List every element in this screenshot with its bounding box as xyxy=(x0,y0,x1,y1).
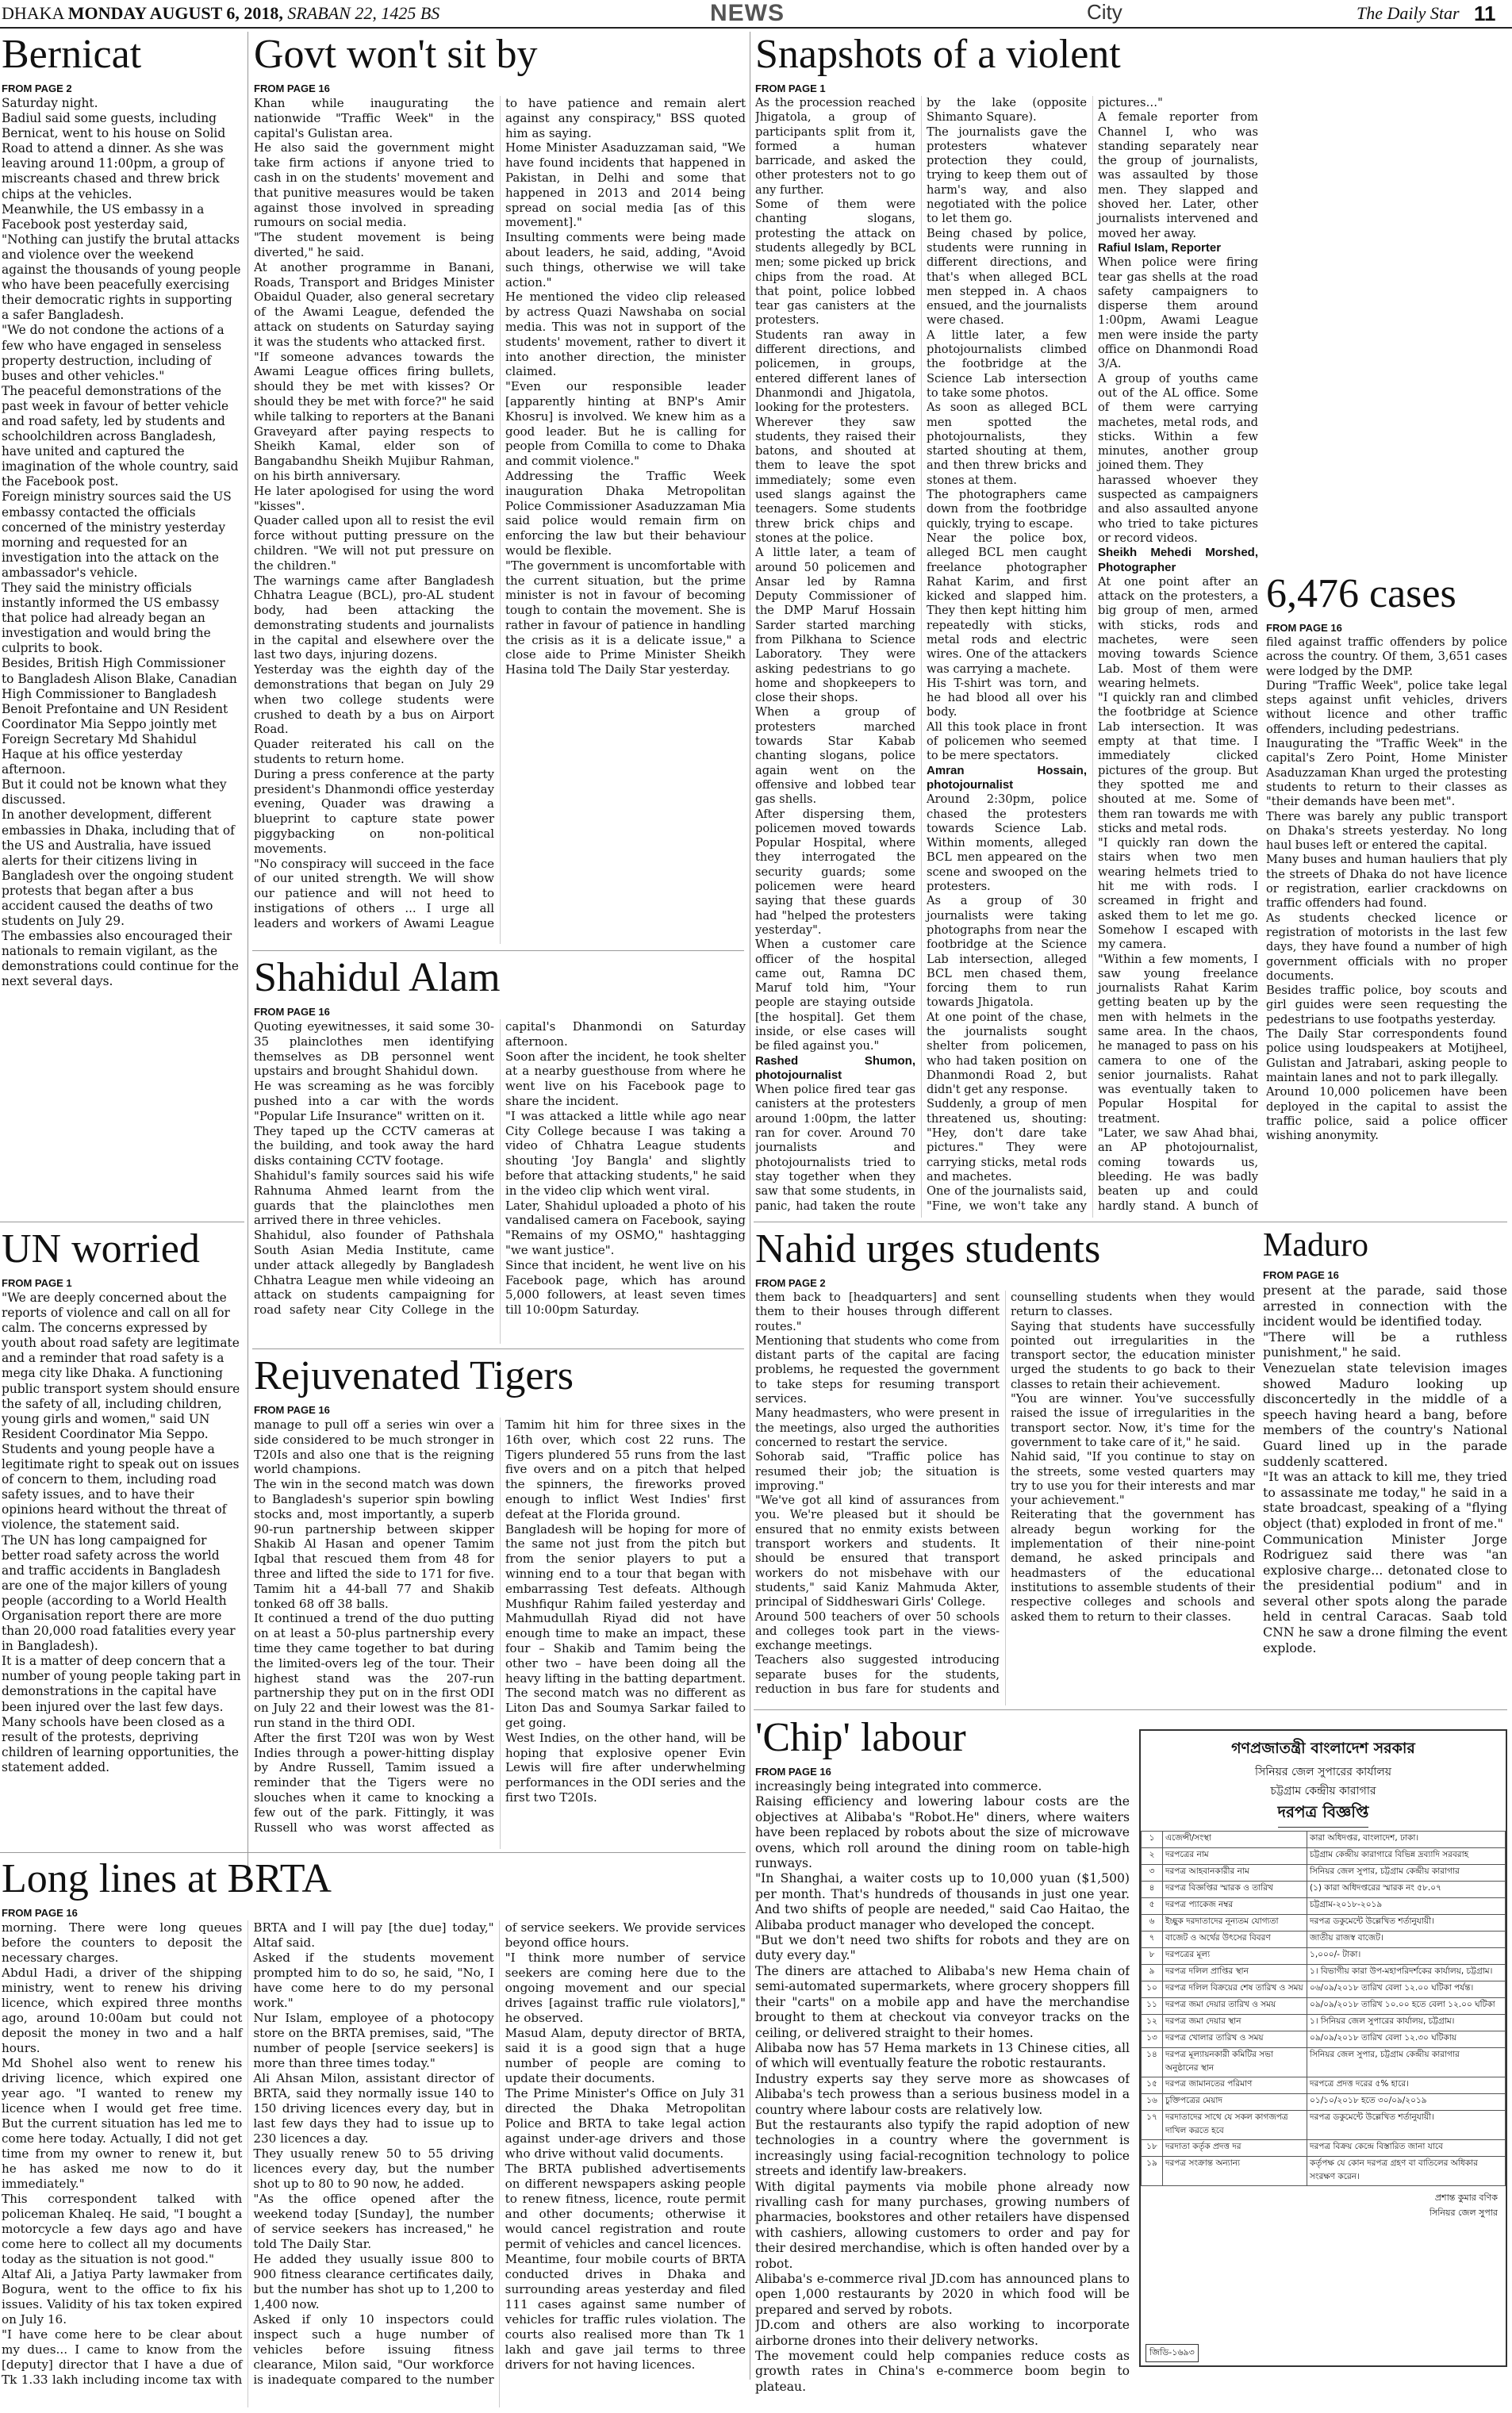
paragraph: "I was attacked a little while ago near City College because I was taking a video of Chhatra League students shouting 'Joy Bangla' and slightly before that attacking students," he said in the video clip which went viral. xyxy=(505,1108,746,1198)
headline: 6,476 cases xyxy=(1266,571,1456,616)
tender-cell-no: ৪ xyxy=(1142,1882,1163,1898)
paragraph: "I have come here to be clear about my dues... I came to know from the [deputy] director that I have a due of Tk 1.33 lakh including income tax with BRTA and I will pay [the due] today," Altaf said. xyxy=(2,1920,494,2387)
article-snapshots xyxy=(755,32,1258,1218)
paragraph: Nur Islam, employee of a photocopy store on the BRTA premises, said, "The number of people [service seekers] is more than three times today." xyxy=(253,2011,494,2070)
paragraph: With digital payments via mobile phone already now rivalling cash for many purchases, growing numbers of pharmacies, bookstores and other retailers have dispensed with cashiers, allowing customers to order and pay for their desired merchandise, which is often handed over by a robot. xyxy=(755,2179,1130,2271)
paragraph: Besides, British High Commissioner to Bangladesh Alison Blake, Canadian High Commissioner to Bangladesh Benoit Prefontaine and UN Resident Coordinator Mia Seppo jointly met Foreign Secretary Md Shahidul Haque at his office yesterday afternoon. xyxy=(2,656,237,777)
paragraph: The diners are attached to Alibaba's new Hema chain of semi-automated supermarkets, where grocery shoppers fill their "carts" on a mobile app and have the merchandise brought to them at checkout via conveyor tracks on the ceiling, or delivered straight to their homes. xyxy=(755,1963,1130,2040)
paragraph: As the procession reached Jhigatola, a group of participants split from it, formed a human barricade, and asked the other protesters not to go any further. xyxy=(755,96,915,197)
paragraph: Some of them were chanting slogans, protesting the attack on students allegedly by BCL men; some picked up brick chips from the road. At that point, police lobbed tear gas canisters at the protesters. xyxy=(755,198,915,328)
paragraph: Alibaba's e-commerce rival JD.com has announced plans to open 1,000 restaurants by 2020 in which food will be prepared and served by robots. xyxy=(755,2272,1130,2317)
paragraph: The UN has long campaigned for better road safety across the world and traffic accidents in Bangladesh are one of the major killers of young people (according to a World Health Organisation report there are more than 20,000 road fatalities every year in Bangladesh). xyxy=(2,1533,236,1654)
tender-cell-item: দরপত্রের নাম xyxy=(1163,1848,1307,1865)
tender-cell-item: দরপত্র জমা দেয়ার তারিখ ও সময় xyxy=(1163,1998,1307,2015)
article-cases xyxy=(1266,571,1507,1218)
tender-cell-no: ১৫ xyxy=(1142,2077,1163,2094)
tender-cell-item: বাজেট ও অর্থের উৎসের বিবরণ xyxy=(1163,1932,1307,1948)
section-rule xyxy=(252,950,744,951)
paragraph: "You are winner. You've successfully raised the issue of irregularities in the transport sector. Now, it's time for the government to take care of it," he said. xyxy=(1011,1392,1255,1449)
paragraph: Foreign ministry sources said the US embassy contacted the officials concerned of the ministry yesterday morning and requested for an investigation into the attack on the ambassador's vehicle. xyxy=(2,489,232,580)
paragraph: They usually renew 50 to 55 driving licences every day, but the number shot up to 80 to 90 now, he added. xyxy=(253,2146,494,2191)
jump-line: FROM PAGE 1 xyxy=(2,1277,72,1289)
paragraph: Asked if the students movement prompted him to do so, he said, "No, I have come here to do my personal work." xyxy=(253,1951,494,2010)
paragraph: "The student movement is being diverted," he said. xyxy=(254,230,494,259)
paragraph: "Within a few moments, I saw young freelance journalists Rahat Karim getting beaten up by the men with helmets in the same area. In the chaos, he managed to pass on his camera to one of the senior journalists. Rahat was eventually taken to Popular Hospital for treatment. xyxy=(1098,952,1258,1126)
paragraph: "We are deeply concerned about the reports of violence and call on all for calm. The concerns expressed by youth about road safety are legitimate and a reminder that road safety is a mega city like Dhaka. A functioning public transport system should ensure the safety of all, including children, young girls and women," said UN Resident Coordinator Mia Seppo. xyxy=(2,1291,240,1441)
bangla-date: SRABAN 22, 1425 BS xyxy=(282,3,440,23)
tender-cell-value: চট্টগ্রাম কেন্দ্রীয় কারাগারে বিভিন্ন দ্রব্যাদি সরবরাহ xyxy=(1307,1848,1506,1865)
section-rule xyxy=(754,1709,1507,1710)
jump-line: FROM PAGE 2 xyxy=(2,82,72,94)
tender-cell-item: দরপত্র দলিল বিক্রয়ের শেষ তারিখ ও সময় xyxy=(1163,1981,1307,1998)
paragraph: Sohorab said, "Traffic police has resumed their job; the situation is improving." xyxy=(755,1450,1000,1493)
paragraph: Meanwhile, the US embassy in a Facebook post yesterday said, "Nothing can justify the brutal attacks and violence over the weekend against the thousands of young people who have been peacefully exercising their democratic rights in supporting a safer Bangladesh. xyxy=(2,201,241,323)
paragraph: "The government is uncomfortable with the current situation, but the prime minister is not in favour of becoming tough to contain the movement. She is rather in favour of patience in handling the crisis as it is a delicate issue," a close aide to Prime Minister Sheikh Hasina told The Daily Star yesterday. xyxy=(505,558,746,677)
paragraph: He was screaming as he was forcibly pushed into a car with the words "Popular Life Insurance" written on it. xyxy=(254,1079,494,1123)
paragraph: Md Shohel also went to renew his driving licence, which expired one year ago. "I wanted to renew my licence when I would get free time. But the current situation has led me to come here today. Actually, I did not get time from my owner to renew it, but he has asked me now to do it immediately." xyxy=(2,2056,243,2191)
paragraph: Students and young people have a legitimate right to speak out on issues of concern to them, including road safety issues, and to have their opinions heard without the threat of violence, the statement said. xyxy=(2,1441,240,1533)
byline: Amran Hossain, photojournalist xyxy=(927,763,1087,792)
paragraph: He mentioned the video clip released by actress Quazi Nawshaba on social media. This was not in support of the students' movement, rather to divert it into another direction, the minister claimed. xyxy=(505,290,746,379)
table-row xyxy=(1142,1915,1506,1932)
paragraph: "We've got all kind of assurances from you. We're pleased but it should be ensured that no enmity exists between transport workers and students. It should be ensured that transport workers do not misbehave with our students," said Kaniz Mahmuda Akter, principal of Siddheswari Girls' College. xyxy=(755,1494,1000,1609)
headline: Snapshots of a violent xyxy=(755,32,1121,77)
paragraph: His T-shirt was torn, and he had blood all over his body. xyxy=(927,676,1087,719)
paragraph: Later, Shahidul uploaded a photo of his vandalised camera on Facebook, saying "Remains of my OSMO," hashtagging "we want justice". xyxy=(505,1198,746,1257)
paragraph: Addressing the Traffic Week inauguration Dhaka Metropolitan Police Commissioner Asaduzzaman Mia said police would remain firm on enforcing the law but their behaviour would be flexible. xyxy=(505,468,746,558)
table-row xyxy=(1142,2094,1506,2111)
table-row xyxy=(1142,1981,1506,1998)
article-chip xyxy=(755,1715,1130,2409)
tender-cell-value: কর্তৃপক্ষ যে কোন দরপত্র গ্রহণ বা বাতিলের অধিকার সংরক্ষণ করেন। xyxy=(1307,2157,1506,2186)
tender-cell-no: ১৭ xyxy=(1142,2111,1163,2140)
paragraph: The embassies also encouraged their nationals to remain vigilant, as the demonstrations could continue for the next several days. xyxy=(2,929,240,989)
article-body xyxy=(254,1417,746,1849)
paragraph: This correspondent talked with policeman Khaleq. He said, "I bought a motorcycle a few days ago and have come here to collect all my documents today as the situation is not good." xyxy=(2,2192,243,2266)
tender-signature xyxy=(1141,2186,1506,2226)
paragraph: As students checked licence or registration of motorists in the last few days, they have found a number of high government officials with no proper documents. xyxy=(1266,911,1507,983)
paragraph: "I think more number of service seekers are coming here due to the ongoing movement and our special drives [against traffic rule violators]," he observed. xyxy=(505,1951,746,2025)
headline: Shahidul Alam xyxy=(254,955,501,1000)
paragraph: manage to pull off a series win over a side considered to be much stronger in T20Is and also one that is the reigning world champions. xyxy=(254,1417,494,1477)
tender-cell-item: দরপত্র সংক্রান্ত অন্যান্য xyxy=(1163,2157,1307,2186)
jump-line: FROM PAGE 16 xyxy=(1266,622,1342,634)
paragraph: Shahidul's family sources said his wife Rahnuma Ahmed learnt from the guards that the plainclothes men arrived there in three vehicles. xyxy=(254,1168,494,1228)
jump-line: FROM PAGE 16 xyxy=(755,1766,831,1778)
paragraph: "If someone advances towards the Awami League offices firing bullets, should they be met with kisses? Or should they be met with force?" he said while talking to reporters at the Banani Graveyard after paying respects to Sheikh Kamal, elder son of Bangabandhu Sheikh Mujibur Rahman, on his birth anniversary. xyxy=(254,349,494,483)
paragraph: "But we don't need two shifts for robots and they are on duty every day." xyxy=(755,1933,1130,1963)
paragraph: When police were firing tear gas shells at the road safety campaigners to disperse them around 1:00pm, Awami League men were inside the party office on Dhanmondi Road 3/A. xyxy=(1098,255,1258,371)
tender-cell-no: ১১ xyxy=(1142,1998,1163,2015)
paragraph: When police fired tear gas canisters at the protesters around 1:00pm, the latter ran for cover. Around 70 journalists and photojournalists tried to stay together when they saw that some students, in panic, had taken the route by the lake (opposite Shimanto Square). xyxy=(755,96,1087,1213)
tender-cell-value: দরপত্রে প্রদত্ত দরের ৫% হারে। xyxy=(1307,2077,1506,2094)
tender-cell-item: দরপত্র মূল্যায়নকারী কমিটির সভা অনুষ্ঠানের স্থান xyxy=(1163,2048,1307,2077)
article-tigers xyxy=(254,1353,746,1849)
paragraph: Near the police box, alleged BCL men caught freelance photographer Rahat Karim, and first kicked and slapped him. They then kept hitting him repeatedly with sticks, metal rods and electric wires. One of the attackers was carrying a machete. xyxy=(927,531,1087,676)
tender-cell-no: ১৩ xyxy=(1142,2031,1163,2048)
paragraph: All this took place in front of policemen who seemed to be mere spectators. xyxy=(927,719,1087,763)
tender-cell-no: ১০ xyxy=(1142,1981,1163,1998)
paragraph: Quader reiterated his call on the students to return home. xyxy=(254,737,494,767)
paragraph: Reiterating that the government has already begun working for the implementation of their nine-point demand, he asked principals and headmasters of the educational institutions to assemble students of their respective colleges and schools and asked them to return to their classes. xyxy=(1011,1508,1255,1624)
paragraph: Around 500 teachers of over 50 schools and colleges took part in the views-exchange meetings. xyxy=(755,1609,1000,1653)
table-row xyxy=(1142,2077,1506,2094)
paragraph: West Indies, on the other hand, will be hoping that explosive opener Evin Lewis will fire after underwhelming performances in the ODI series and the first two T20Is. xyxy=(505,1730,746,1805)
paragraph: Many buses and human hauliers that ply the streets of Dhaka do not have licence or registration, earlier crackdowns on traffic offenders had found. xyxy=(1266,853,1507,911)
paragraph: One of the journalists said, "Fine, we won't take any pictures…" xyxy=(927,96,1163,1213)
tender-cell-no: ১২ xyxy=(1142,2015,1163,2031)
paragraph: "Later, we saw Ahad bhai, an AP photojournalist, coming towards us, bleeding. He was badly beaten up and could hardly stand. A bunch of xyxy=(1098,1126,1258,1213)
table-row xyxy=(1142,2031,1506,2048)
headline: Maduro xyxy=(1263,1227,1368,1264)
byline: Rashed Shumon, photojournalist xyxy=(755,1053,915,1082)
table-row xyxy=(1142,1865,1506,1882)
paragraph: "There will be a ruthless punishment," he said. xyxy=(1263,1329,1507,1360)
jump-line: FROM PAGE 16 xyxy=(1263,1269,1339,1281)
paragraph: The peaceful demonstrations of the past week in favour of better vehicle and road safety, led by students and schoolchildren across Bangladesh, have united and captured the imagination of the whole country, said the Facebook post. xyxy=(2,383,239,489)
tender-cell-value: সিনিয়র জেল সুপার, চট্টগ্রাম কেন্দ্রীয় কারাগার xyxy=(1307,1865,1506,1882)
tender-table xyxy=(1141,1831,1506,2186)
tender-cell-value: দরপত্র বিক্রয় কেন্দ্রে বিস্তারিত জানা যাবে xyxy=(1307,2140,1506,2157)
tender-cell-value: (১) কারা অধিদপ্তরের স্মারক নং ৫৮.০৭ xyxy=(1307,1882,1506,1898)
paragraph: Inaugurating the "Traffic Week" in the capital's Zero Point, Home Minister Asaduzzaman Khan urged the protesting students to return to their classes as "their demands have been met". xyxy=(1266,737,1507,809)
tender-cell-value: ১,০০০/- টাকা। xyxy=(1307,1948,1506,1965)
paragraph: Students ran away in different directions, and policemen, in groups, entered different lanes of Dhanmondi and Jhigatola, looking for the protesters. xyxy=(755,328,915,415)
paragraph: "No conspiracy will succeed in the face of our united strength. We will show our patience and will not heed to instigations of others ... I urge all leaders and workers of Awami League to have patience and remain alert against any conspiracy," BSS quoted him as saying. xyxy=(254,96,746,930)
article-brta xyxy=(2,1856,746,2407)
headline: 'Chip' labour xyxy=(755,1715,966,1760)
paper-name: The Daily Star xyxy=(1357,3,1460,23)
paragraph: During "Traffic Week", police take legal steps against unfit vehicles, drivers without licence and other traffic offenders, including pedestrians. xyxy=(1266,678,1507,736)
tender-cell-item: দরপত্র আহবানকারীর নাম xyxy=(1163,1865,1307,1882)
paragraph: increasingly being integrated into commerce. xyxy=(755,1779,1042,1793)
table-row xyxy=(1142,1932,1506,1948)
article-body xyxy=(755,96,1258,1218)
tender-cell-no: ১ xyxy=(1142,1832,1163,1848)
paragraph: The Daily Star correspondents found police using loudspeakers at Motijheel, Gulistan and Jatrabari, asking people to maintain lanes and not to park illegally. xyxy=(1266,1027,1507,1084)
paragraph: He added they usually issue 800 to 900 fitness clearance certificates daily, but the number has shot up to 1,200 to 1,400 now. xyxy=(253,2252,494,2311)
paragraph: A little later, a few photojournalists climbed the footbridge at the Science Lab intersection to take some photos. xyxy=(927,328,1087,400)
tender-cell-no: ৮ xyxy=(1142,1948,1163,1965)
paragraph: At another programme in Banani, Roads, Transport and Bridges Minister Obaidul Quader, also general secretary of the Awami League, defended the attack on students on Saturday saying it was the students who attacked first. xyxy=(254,259,494,349)
paragraph: Industry experts say they serve more as showcases of Alibaba's tech prowess than a serious business model in a country where labour costs are relatively low. xyxy=(755,2071,1130,2117)
signatory-title: সিনিয়র জেল সুপার xyxy=(1429,2208,1498,2218)
paragraph: Masud Alam, deputy director of BRTA, said it is a good sign that a huge number of people are coming to update their documents. xyxy=(505,2026,746,2085)
paragraph: Asked if only 10 inspectors could inspect such a huge number of vehicles before issuing fitness clearance, Milon said, "Our workforce is inadequate compared to the number of service seekers. We provide services beyond office hours. xyxy=(253,1920,746,2387)
paragraph: Nahid said, "If you continue to stay on the streets, some vested quarters may try to use you for their interests and mar your achievement." xyxy=(1011,1450,1255,1508)
paragraph: But it could not be known what they discussed. xyxy=(2,777,227,808)
paragraph: "It was an attack to kill me, they tried to assassinate me today," he said in a state broadcast, speaking of a "flying object (that) exploded in front of me." xyxy=(1263,1469,1507,1531)
paragraph: There was barely any public transport on Dhaka's streets yesterday. No long haul buses left or entered the capital. xyxy=(1266,809,1507,853)
paragraph: Khan while inaugurating the nationwide "Traffic Week" in the capital's Gulistan area. xyxy=(254,96,494,140)
paragraph: Quoting eyewitnesses, it said some 30-35 plainclothes men identifying themselves as DB personnel went upstairs and brought Shahidul down. xyxy=(254,1019,494,1079)
article-body xyxy=(254,96,746,944)
paragraph: As soon as alleged BCL men spotted the photojournalists, they started shouting at them, and then threw bricks and stones at them. xyxy=(927,401,1087,487)
paragraph: Teachers also suggested introducing separate buses for the students, reduction in bus fare for students and counselling students when they would return to classes. xyxy=(755,1291,1255,1697)
paragraph: Being chased by police, students were running in different directions, and that's when alleged BCL men stepped in. A chaos ensued, and the journalists were chased. xyxy=(927,226,1087,328)
paragraph: Around 2:30pm, police chased the protesters towards Science Lab. Within moments, alleged BCL men appeared on the scene and swooped on the protesters. xyxy=(927,792,1087,894)
tender-cell-no: ৯ xyxy=(1142,1965,1163,1981)
tender-cell-no: ৭ xyxy=(1142,1932,1163,1948)
article-body xyxy=(1266,635,1507,1143)
paragraph: He also said the government might take firm actions if anyone tried to cash in on the students' movement and that punitive measures would be taken against those involved in spreading rumours on social media. xyxy=(254,140,494,230)
paragraph: He later apologised for using the word "kisses". xyxy=(254,483,494,513)
paragraph: The warnings came after Bangladesh Chhatra League (BCL), pro-AL student body, had been attacking the demonstrating students and journalists in the capital and elsewhere over the last two days, injuring dozens. xyxy=(254,573,494,662)
paragraph: Shahidul, also founder of Pathshala South Asian Media Institute, came under attack allegedly by Bangladesh Chhatra League men while videoing an attack on students campaigning for road safety near City College in the capital's Dhanmondi on Saturday afternoon. xyxy=(254,1019,746,1318)
paragraph: The photographers came down from the footbridge quickly, trying to escape. xyxy=(927,488,1087,531)
tender-cell-no: ৬ xyxy=(1142,1915,1163,1932)
tender-cell-no: ১৮ xyxy=(1142,2140,1163,2157)
jump-line: FROM PAGE 2 xyxy=(755,1277,826,1289)
table-row xyxy=(1142,1832,1506,1848)
tender-subtitle-2: চট্টগ্রাম কেন্দ্রীয় কারাগার xyxy=(1270,1785,1376,1797)
tender-cell-item: দরদাতাদের সাথে যে সকল কাগজপত্র দাখিল করতে হবে xyxy=(1163,2111,1307,2140)
paragraph: But the restaurants also typify the rapid adoption of new technologies in a country where the government is increasingly using facial-recognition technology to police streets and identify law-breakers. xyxy=(755,2117,1130,2179)
tender-heading: দরপত্র বিজ্ঞপ্তি xyxy=(1278,1801,1369,1828)
table-row xyxy=(1142,2111,1506,2140)
paragraph: At one point after an attack on the protesters, a big group of men, armed with sticks, rods and machetes, were seen moving towards Science Lab. Most of them were wearing helmets. xyxy=(1098,574,1258,690)
paragraph: Raising efficiency and lowering labour costs are the objectives at Alibaba's "Robot.He" diners, where waiters have been replaced by robots about the size of microwave ovens, which roll around the dining room on table-high runways. xyxy=(755,1794,1130,1871)
tender-cell-item: এজেন্সী/সংস্থা xyxy=(1163,1832,1307,1848)
paragraph: Ali Ahsan Milon, assistant director of BRTA, said they normally issue 140 to 150 driving licences every day, but in last few days they had to issue up to 230 licences a day. xyxy=(253,2071,494,2146)
paragraph: "Even our responsible leader [apparently hinting at BNP's Amir Khosru] is involved. We knew him as a good leader. But he is calling for people from Comilla to come to Dhaka and commit violence." xyxy=(505,379,746,469)
paragraph: When a customer care officer of the hospital came out, Ramna DC Maruf told him, "Your people are staying outside [the hospital]. Get them inside, or else cases will be filed against you." xyxy=(755,938,915,1053)
paragraph: present at the parade, said those arrested in connection with the incident would be identified today. xyxy=(1263,1283,1507,1329)
paragraph: A little later, a team of around 50 policemen and Ansar led by Ramna Deputy Commissioner of the DMP Maruf Hossain Sarder started marching from Pilkhana to Science Laboratory. They were asking pedestrians to go home and shopkeepers to close their shops. xyxy=(755,546,915,705)
tender-cell-value: দরপত্র ডকুমেন্টে উল্লেখিত শর্তানুযায়ী। xyxy=(1307,2111,1506,2140)
paragraph: Since that incident, he went live on his Facebook page, which has around 5,000 followers, at least seven times till 10:00pm Saturday. xyxy=(505,1257,746,1318)
headline: Govt won't sit by xyxy=(254,32,538,77)
article-govt xyxy=(254,32,746,944)
paragraph: Communication Minister Jorge Rodriguez said there was "an explosive charge... detonated close to the presidential podium" and in several other spots along the parade held in central Caracas. Saab told CNN he saw a drone filming the event explode. xyxy=(1263,1531,1507,1655)
paragraph: It is a matter of deep concern that a number of young people taking part in demonstrations in the capital have been injured over the last few days. Many schools have been closed as a result of the protests, depriving children of learning opportunities, the statement added. xyxy=(2,1654,241,1774)
paragraph: Venezuelan state television images showed Maduro looking up disconcertedly in the middle of a speech having heard a bang, before members of the country's National Guard lined up in the parade suddenly scattered. xyxy=(1263,1360,1507,1469)
paragraph: "I quickly ran and climbed the footbridge at Science Lab intersection. It was empty at that time. I immediately clicked pictures of the group. But they spotted me and shouted at me. Some of them ran towards me with sticks and metal rods. xyxy=(1098,691,1258,835)
paragraph: As a group of 30 journalists were taking photographs from near the footbridge at the Science Lab intersection, alleged BCL men chased them, forcing them to run towards Jhigatola. xyxy=(927,894,1087,1010)
tender-cell-no: ২ xyxy=(1142,1848,1163,1865)
tender-cell-no: ১৪ xyxy=(1142,2048,1163,2077)
tender-cell-item: দরপত্রের মূল্য xyxy=(1163,1948,1307,1965)
byline: Sheikh Mehedi Morshed, Photographer xyxy=(1098,546,1258,574)
table-row xyxy=(1142,1998,1506,2015)
paragraph: Mentioning that students who come from distant parts of the capital are facing problems, he requested the government to take steps for resuming transport services. xyxy=(755,1333,1000,1406)
paragraph: The BRTA published advertisements on different newspapers asking people to renew fitness, licence, route permit and other documents; otherwise it would cancel registration and route permit of vehicles and cancel licences. xyxy=(505,2162,746,2251)
paragraph: The movement could help companies reduce costs as growth rates in China's e-commerce boom begin to plateau. xyxy=(755,2349,1130,2394)
tender-notice xyxy=(1139,1729,1507,2367)
paragraph: Yesterday was the eighth day of the demonstrations that began on July 29 when two college students were crushed to death by a bus on Airport Road. xyxy=(254,662,494,737)
tender-cell-item: দরপত্র প্যাকেজ নম্বর xyxy=(1163,1898,1307,1915)
tender-code: জিডি-১৬৯৩ xyxy=(1146,2344,1199,2362)
tender-cell-item: দরপত্র জমা দেয়ার স্থান xyxy=(1163,2015,1307,2031)
headline: Bernicat xyxy=(2,32,142,77)
tender-cell-item: দরপত্র বিজ্ঞপ্তির স্মারক ও তারিখ xyxy=(1163,1882,1307,1898)
article-maduro xyxy=(1263,1226,1507,1705)
paragraph: Around 10,000 policemen have been deployed in the capital to assist the traffic police, said a police officer wishing anonymity. xyxy=(1266,1085,1507,1143)
tender-cell-value: ১। সিনিয়র জেল সুপারের কার্যালয়, চট্টগ্রাম। xyxy=(1307,2015,1506,2031)
jump-line: FROM PAGE 16 xyxy=(254,1006,330,1018)
paragraph: Bangladesh will be hoping for more of the same not just from the pitch but from the senior players to put a winning end to a tour that began with embarrassing Test defeats. Although Mushfiqur Rahim failed yesterday and Mahmudullah Riyad did not have enough time to make an impact, these four – Shakib and Tamim being the other two – have been doing all the heavy lifting in the batting department. The second match was no different as Liton Das and Soumya Sarkar failed to get going. xyxy=(505,1521,746,1730)
table-row xyxy=(1142,2015,1506,2031)
section-rule xyxy=(252,1348,744,1349)
tender-cell-value: কারা অধিদপ্তর, বাংলাদেশ, ঢাকা। xyxy=(1307,1832,1506,1848)
paragraph: JD.com and others are also working to incorporate airborne drones into their delivery networks. xyxy=(755,2318,1130,2348)
jump-line: FROM PAGE 16 xyxy=(2,1907,78,1919)
tender-cell-item: দরদাতা কর্তৃক প্রদত্ত দর xyxy=(1163,2140,1307,2157)
article-body xyxy=(2,1291,241,1775)
paragraph: Soon after the incident, he took shelter at a nearby guesthouse from where he went live on his Facebook page to share the incident. xyxy=(505,1049,746,1108)
paragraph: A female reporter from Channel I, who was standing separately near the group of journalists, was assaulted by those men. They slapped and shoved her. Later, other journalists intervened and moved her away. xyxy=(1098,110,1258,240)
paragraph: After dispersing them, policemen moved towards Popular Hospital, where they interrogated the security guards; some policemen were heard saying that these guards had "helped the protesters yesterday". xyxy=(755,807,915,937)
table-row xyxy=(1142,2157,1506,2186)
paragraph: them back to [headquarters] and sent them to their houses through different routes." xyxy=(755,1291,1000,1333)
article-body xyxy=(2,96,241,990)
section-rule xyxy=(0,1852,746,1853)
paragraph: After the first T20I was won by West Indies through a power-hitting display by Andre Russell, Tamim issued a reminder that the Tigers were no slouches when it came to knocking a few out of the park. Fittingly, it was Russell who was worst affected as Tamim hit him for three sixes in the 16th over, which cost 22 runs. The Tigers plundered 55 runs from the last five overs and on a pitch that helped the spinners, the fireworks proved enough to inflict West Indies' first defeat at the Florida ground. xyxy=(254,1417,746,1835)
tender-cell-item: দরপত্র দলিল প্রাপ্তির স্থান xyxy=(1163,1965,1307,1981)
article-body xyxy=(755,1291,1255,1705)
paragraph: Many headmasters, who were present in the meetings, also urged the authorities concerned to restart the service. xyxy=(755,1406,1000,1449)
tender-cell-value: ০৯/০৯/২০১৮ তারিখ ১০.০০ হতে বেলা ১২.০০ ঘটিকা xyxy=(1307,1998,1506,2015)
paragraph: When a group of protesters marched towards Star Kabab chanting slogans, police again went on the offensive and lobbed tear gas shells. xyxy=(755,705,915,807)
article-body xyxy=(1263,1283,1507,1655)
dateline xyxy=(2,3,439,24)
tender-cell-no: ৩ xyxy=(1142,1865,1163,1882)
paragraph: "I quickly ran down the stairs when two men wearing helmets tried to hit me with rods. I screamed in fright and asked them to let me go. Somehow I escaped with my camera. xyxy=(1098,836,1258,952)
page-number: 11 xyxy=(1474,2,1496,25)
paragraph: Abdul Hadi, a driver of the shipping ministry, went to renew his driving licence, which expired three months ago, around 10:00am but could not deposit the money in two and a half hours. xyxy=(2,1966,243,2055)
tender-cell-value: ০৯/০৯/২০১৮ তারিখ বেলা ১২.৩০ ঘটিকায় xyxy=(1307,2031,1506,2048)
table-row xyxy=(1142,1948,1506,1965)
article-nahid xyxy=(755,1226,1255,1705)
paragraph: It continued a trend of the duo putting on at least a 50-plus partnership every time they came together to bat during the limited-overs leg of the tour. Their highest stand was the 207-run partnership they put on in the first ODI on July 22 and their lowest was the 81-run stand in the third ODI. xyxy=(254,1611,494,1730)
tender-header xyxy=(1141,1731,1506,1831)
paragraph: Wherever they saw students, they raised their batons, and shouted at them to leave the spot immediately; some even used slangs against the teenagers. Some students threw brick chips and stones at the police. xyxy=(755,415,915,545)
headline: Rejuvenated Tigers xyxy=(254,1353,574,1398)
jump-line: FROM PAGE 16 xyxy=(254,1404,330,1416)
table-row xyxy=(1142,2048,1506,2077)
table-row xyxy=(1142,1965,1506,1981)
paragraph: "In Shanghai, a waiter costs up to 10,000 yuan ($1,500) per month. That's hundreds of thousands in just one year. And two shifts of people are needed," said Cao Haitao, the Alibaba product manager who developed the concept. xyxy=(755,1871,1130,1932)
paragraph: The Prime Minister's Office on July 31 directed the Dhaka Metropolitan Police and BRTA to take legal action against under-age drivers and those who drive without valid documents. xyxy=(505,2086,746,2161)
paragraph: During a press conference at the party president's Dhanmondi office yesterday evening, Quader was drawing a blueprint to capture state power piggybacking on non-political movements. xyxy=(254,766,494,856)
masthead xyxy=(0,0,1512,29)
tender-cell-value: দরপত্র ডকুমেন্টে উল্লেখিত শর্তানুযায়ী। xyxy=(1307,1915,1506,1932)
paragraph: Saturday night. xyxy=(2,96,98,110)
paragraph: Suddenly, a group of men threatened us, shouting: "Hey, don't dare take pictures." They were carrying sticks, metal rods and machetes. xyxy=(927,1097,1087,1183)
tender-cell-value: ০১/১০/২০১৮ হতে ৩০/০৯/২০১৯ xyxy=(1307,2094,1506,2111)
table-row xyxy=(1142,1882,1506,1898)
article-bernicat xyxy=(2,32,241,1198)
table-row xyxy=(1142,2140,1506,2157)
tender-cell-value: চট্টগ্রাম-২০১৮-২০১৯ xyxy=(1307,1898,1506,1915)
paragraph: Insulting comments were being made about leaders, he said, adding, "Avoid such things, otherwise we will take action." xyxy=(505,230,746,290)
paragraph: Quader called upon all to resist the evil force without putting pressure on the children. "We will not put pressure on the children." xyxy=(254,513,494,573)
tender-cell-item: দরপত্র জামানতের পরিমাণ xyxy=(1163,2077,1307,2094)
jump-line: FROM PAGE 1 xyxy=(755,82,826,94)
subsection-label: City xyxy=(1087,0,1122,24)
signatory-name: প্রশান্ত কুমার বণিক xyxy=(1434,2192,1498,2203)
tender-cell-no: ১৬ xyxy=(1142,2094,1163,2111)
tender-cell-value: জাতীয় রাজস্ব বাজেট। xyxy=(1307,1932,1506,1948)
jump-line: FROM PAGE 16 xyxy=(254,82,330,94)
paragraph: Home Minister Asaduzzaman said, "We have found incidents that happened in Pakistan, in Delhi and some that happened in 2013 and 2014 being spread on social media [as of this movement]." xyxy=(505,140,746,230)
article-body xyxy=(254,1019,746,1344)
paragraph: harassed whoever they suspected as campaigners and also assaulted anyone who tried to take pictures or record videos. xyxy=(1098,473,1258,545)
headline: UN worried xyxy=(2,1226,200,1272)
article-shahidul xyxy=(254,955,746,1344)
paragraph: Alibaba now has 57 Hema markets in 13 Chinese cities, all of which will eventually feature the robotic restaurants. xyxy=(755,2040,1130,2071)
paragraph: The win in the second match was down to Bangladesh's superior spin bowling stocks and, most importantly, a superb 90-run partnership between skipper Shakib Al Hasan and opener Tamim Iqbal that rescued them from 48 for three and lifted the side to 171 for five. Tamim hit a 44-ball 77 and Shakib tonked 68 off 38 balls. xyxy=(254,1477,494,1611)
tender-cell-value: ১। বিভাগীয় কারা উপ-মহাপরিদর্শকের কার্যালয়, চট্টগ্রাম। xyxy=(1307,1965,1506,1981)
article-un-worried xyxy=(2,1226,241,1845)
headline: Long lines at BRTA xyxy=(2,1856,332,1901)
article-body xyxy=(755,1779,1130,2395)
byline: Rafiul Islam, Reporter xyxy=(1098,240,1222,255)
paragraph: Besides traffic police, boy scouts and girl guides were seen requesting the pedestrians to use footpaths yesterday. xyxy=(1266,984,1507,1026)
paragraph: Altaf Ali, a Jatiya Party lawmaker from Bogura, went to the office to fix his issues. Validity of his tax token expired on July 16. xyxy=(2,2267,243,2327)
tender-cell-no: ৫ xyxy=(1142,1898,1163,1915)
paragraph: Saying that students have successfully pointed out irregularities in the transport sector, the education minister urged the students to go back to their classes to retain their achievement. xyxy=(1011,1319,1255,1391)
paragraph: "We do not condone the actions of a few who have engaged in senseless property destruction, including of buses and other vehicles." xyxy=(2,323,224,383)
section-label: NEWS xyxy=(710,0,785,26)
tender-cell-item: দরপত্র খোলার তারিখ ও সময় xyxy=(1163,2031,1307,2048)
paragraph: "As the office opened after the weekend today [Sunday], the number of service seekers has increased," he told The Daily Star. xyxy=(253,2192,494,2251)
paragraph: In another development, different embassies in Dhaka, including that of the US and Australia, have issued alerts for their citizens living in Bangladesh over the ongoing student protests that began after a bus accident caused the deaths of two students on July 29. xyxy=(2,808,235,929)
paragraph: Badiul said some guests, including Bernicat, went to his house on Solid Road to attend a dinner. As she was leaving around 11:00pm, a group of miscreants chased and threw brick chips at the vehicles. xyxy=(2,111,226,201)
tender-cell-item: চুক্তিপত্রের মেয়াদ xyxy=(1163,2094,1307,2111)
headline: Nahid urges students xyxy=(755,1226,1101,1272)
paragraph: A group of youths came out of the AL office. Some of them were carrying machetes, metal rods, and sticks. Within a few minutes, another group joined them. They xyxy=(1098,371,1258,473)
tender-subtitle: সিনিয়র জেল সুপারের কার্যালয় xyxy=(1254,1766,1392,1778)
paragraph: They said the ministry officials instantly informed the US embassy that police had already began an investigation and would bring the culprits to book. xyxy=(2,581,220,656)
tender-cell-item: ইচ্ছুক দরদাতাদের নূন্যতম যোগ্যতা xyxy=(1163,1915,1307,1932)
paragraph: They taped up the CCTV cameras at the building, and took away the hard disks containing CCTV footage. xyxy=(254,1123,494,1168)
date: MONDAY AUGUST 6, 2018, xyxy=(67,3,283,23)
tender-title: গণপ্রজাতন্ত্রী বাংলাদেশ সরকার xyxy=(1231,1740,1415,1757)
tender-cell-value: ০৬/০৯/২০১৮ তারিখ বেলা ১২.০০ ঘটিকা পর্যন্ত। xyxy=(1307,1981,1506,1998)
paragraph: The journalists gave the protesters whatever protection they could, trying to keep them out of harm's way, and also negotiated with the police to let them go. xyxy=(927,125,1087,226)
paragraph: filed against traffic offenders by police across the country. Of them, 3,651 cases were lodged by the DMP. xyxy=(1266,635,1507,678)
paragraph: At one point of the chase, the journalists sought shelter from policemen, who had taken position on Dhanmondi Road 2, but didn't get any response. xyxy=(927,1010,1087,1097)
paragraph: Meantime, four mobile courts of BRTA conducted drives in Dhaka and surrounding areas yesterday and filed 111 cases against same number of vehicles for traffic rules violation. The courts also realised more than Tk 1 lakh and gave jail terms to three drivers for not having licences. xyxy=(505,2252,746,2372)
table-row xyxy=(1142,1848,1506,1865)
city-prefix: DHAKA xyxy=(2,3,68,23)
tender-cell-no: ১৯ xyxy=(1142,2157,1163,2186)
article-body xyxy=(2,1920,746,2407)
paragraph: morning. There were long queues before the counters to deposit the necessary charges. xyxy=(2,1920,243,1965)
table-row xyxy=(1142,1898,1506,1915)
tender-cell-value: সিনিয়র জেল সুপার, চট্টগ্রাম কেন্দ্রীয় কারাগার xyxy=(1307,2048,1506,2077)
